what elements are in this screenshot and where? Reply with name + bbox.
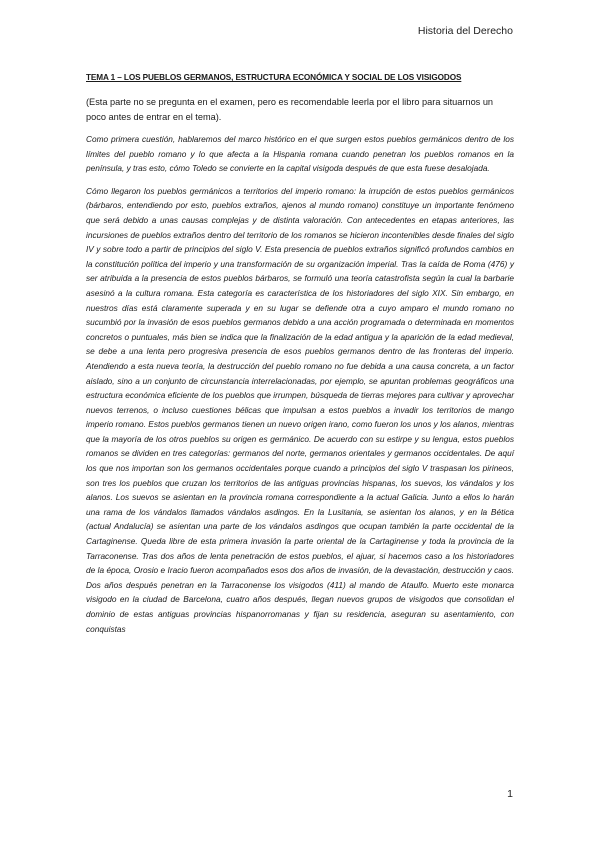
page-number: 1	[507, 788, 513, 800]
paragraph-intro: Como primera cuestión, hablaremos del marco histórico en el que surgen estos pueblos germánicos dentro de los límites del pueblo romano y lo que afecta a la Hispania romana cuando penetran los pueblos romanos en la península, y tras esto, cómo Toledo se convierte en la capital visigoda después de que esta fuese desalojada.	[86, 134, 514, 174]
exam-note: (Esta parte no se pregunta en el examen, pero es recomendable leerla por el libro para situarnos un poco antes de entrar en el tema).	[86, 97, 494, 122]
paragraph-germanic-peoples: Cómo llegaron los pueblos germánicos a territorios del imperio romano: la irrupción de estos pueblos germánicos (bárbaros, entendiendo por esto, pueblos extraños, ajenos al mundo romano) constituye un importante fenómeno que será debido a unas causas complejas y de distinta valoración. Con antecedentes en etapas anteriores, las incursiones de pueblos extraños dentro del territorio de los romanos se hicieron incontenibles desde finales del siglo IV y sobre todo a partir de principios del siglo V. Esta presencia de pueblos extraños significó profundos cambios en la constitución política del imperio y una transformación de su organización imperial. Tras la caída de Roma (476) y ser atribuida a la presencia de estos pueblos bárbaros, se formuló una teoría catastrofista según la cual la barbarie asesinó a la cultura romana. Esta categoría es característica de los historiadores del siglo XIX. Sin embargo, en nuestros días está claramente superada y en su lugar se defiende otra a cuyo amparo el mundo romano no sucumbió por la invasión de esos pueblos germanos debido a una acción programada o determinada en momentos concretos o puntuales, más bien se indica que la finalización de la edad antigua y la aparición de la edad medieval, se debe a una lenta pero progresiva presencia de esos pueblos germanos dentro de las fronteras del imperio. Atendiendo a esta nueva teoría, la destrucción del pueblo romano no fue debida a una causa concreta, a un factor aislado, sino a un conjunto de circunstancia interrelacionadas, por ejemplo, se apuntan problemas geográficos una estructura económica eficiente de los pueblos que irrumpen, búsqueda de tierras mejores para cultivar y aprovechar nuevos terrenos, o incluso cuestiones bélicas que impulsan a estos pueblos a invadir los territorios de mango imperio romano. Estos pueblos germanos tienen un nuevo origen irano, como fueron los unos y los alanos, mientras que la mayoría de los otros pueblos su origen es germánico. De acuerdo con su estirpe y su lengua, estos pueblos romanos se dividen en tres categorías: germanos del norte, germanos orientales y germanos occidentales. De aquí los que nos importan son los germanos occidentales porque cuando a principios del siglo V traspasan los pirineos, son tres los pueblos que cruzan los territorios de las antiguas provincias hispanas, los suevos, los vándalos y los alanos. Los suevos se asientan en la provincia romana correspondiente a la actual Galicia. Junto a ellos lo harán una rama de los vándalos llamados vándalos asdingos. En la Lusitania, se asientan los alanos, y en la Bética (actual Andalucía) se asientan una parte de los vándalos asdingos que ocupan también la parte occidental de la Cartaginense. Queda libre de esta primera invasión la parte oriental de la Cartaginense y toda la provincia de la Tarraconense. Tras dos años de lenta penetración de estos pueblos, el ajuar, si hacemos caso a los historiadores de la época, Orosio e Iracio fueron acompañados esos dos años de invasión, de la devastación, destrucción y caos. Dos años después penetran en la Tarraconense los visigodos (411) al mando de Ataulfo. Muerto este monarca visigodo en la ciudad de Barcelona, cuatro años después, llegan nuevos grupos de visigodos que consolidan el dominio de estas antiguas provincias hispanorromanas y fijan su residencia, aseguran su asentamiento, con conquistas	[86, 185, 514, 634]
section-title: TEMA 1 – LOS PUEBLOS GERMANOS, ESTRUCTURA ECONÓMICA Y SOCIAL DE LOS VISIGODOS	[86, 73, 462, 82]
page-content	[86, 72, 514, 644]
running-header: Historia del Derecho	[417, 25, 513, 37]
